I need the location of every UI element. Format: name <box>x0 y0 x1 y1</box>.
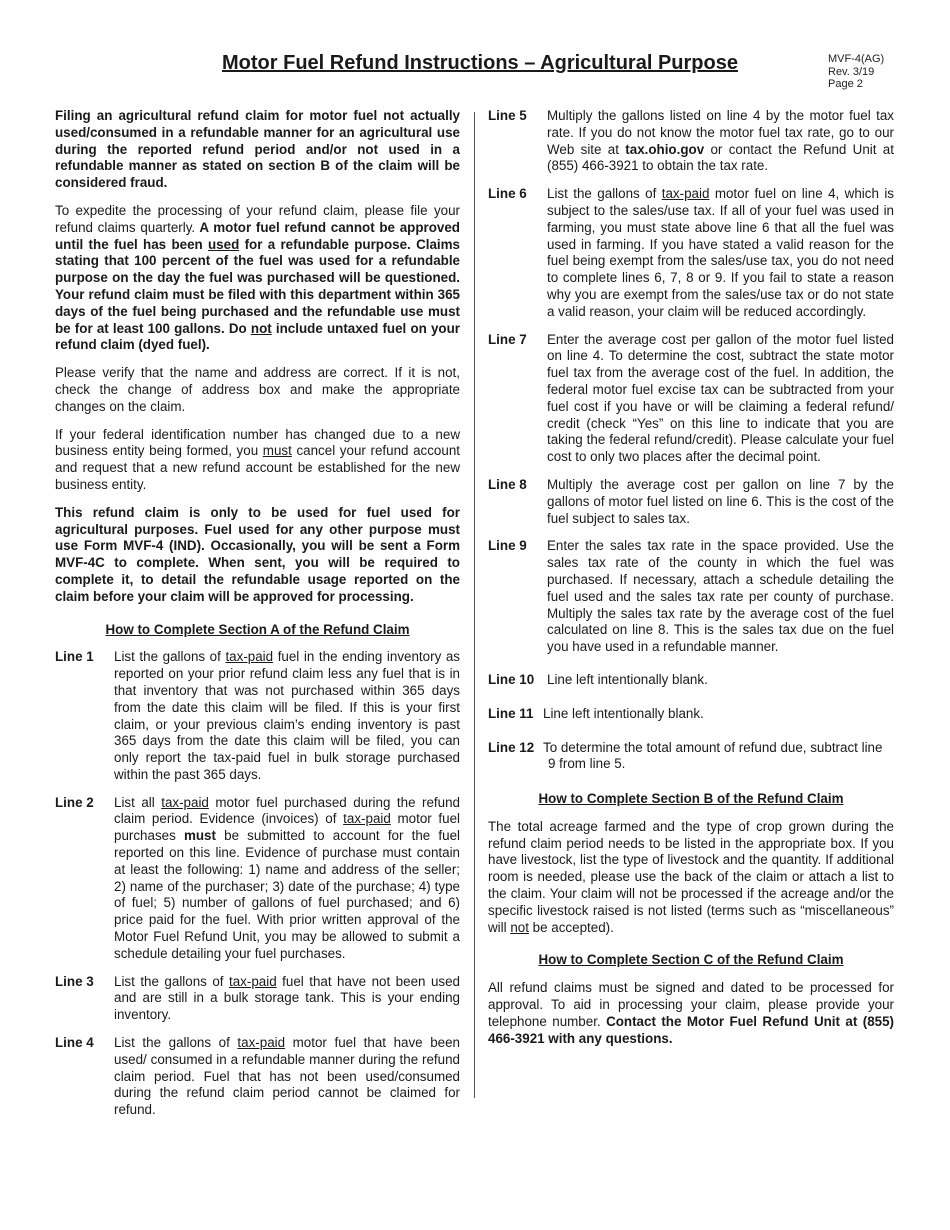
line-9-text: Enter the sales tax rate in the space provided. Use the sales tax rate of the county in which the fuel was purchased. If necessary, attach a schedule detailing the fuel used and the sales tax rate per county of purchase. Multiply the sales tax rate by the average cost of the fuel calculated on line 8. This is the sales tax due on the fuel you have used in a refundable manner. <box>547 538 894 655</box>
line-1-instruction <box>55 649 460 783</box>
line-10-instruction <box>488 672 894 689</box>
line-7-text: Enter the average cost per gallon of the motor fuel listed on line 4. To determine the cost, subtract the state motor fuel tax from the average cost of the fuel. In addition, the federal motor fuel excise tax can be subtracted from your fuel cost if you have or will be claiming a federal refund/ credit (check “Yes” on this line to indicate that you are taking the federal refund/credit). Please calculate your fuel cost to only two places after the decimal point. <box>547 331 894 465</box>
line-11-text: Line left intentionally blank. <box>543 705 704 721</box>
line-5-label: Line 5 <box>488 108 527 123</box>
line-12-text: To determine the total amount of refund due, subtract line 9 from line 5. <box>543 739 883 772</box>
section-c-text: All refund claims must be signed and dated to be processed for approval. To aid in processing your claim, please provide your telephone number. Contact the Motor Fuel Refund Unit at (855) 466-3921 with any questions. <box>488 980 894 1046</box>
line-12-label: Line 12 <box>488 739 535 755</box>
page-number: Page 2 <box>828 78 863 90</box>
column-divider <box>474 112 475 1098</box>
line-4-label: Line 4 <box>55 1035 94 1051</box>
federal-id-paragraph: If your federal identification number has changed due to a new business entity being formed, you must cancel your refund account and request that a new refund account be established for the new business entity. <box>55 426 460 492</box>
form-number: MVF-4(AG) <box>828 53 885 65</box>
line-1-label: Line 1 <box>55 649 94 665</box>
line-11-label: Line 11 <box>488 705 534 721</box>
expedite-paragraph: To expedite the processing of your refund claim, please file your refund claims quarterly. A motor fuel refund cannot be approved until the fuel has been used for a refundable purpose. Claims stating that 100 percent of the fuel was used for a refundable purpose on the day the fuel was purchased will be questioned. Your refund claim must be filed with this department within 365 days of the fuel being purchased and the refundable use must be for at least 100 gallons. Do not include untaxed fuel on your refund claim (dyed fuel). <box>55 202 460 353</box>
line-9-instruction <box>488 538 894 656</box>
verify-address-paragraph: Please verify that the name and address are correct. If it is not, check the change of address box and make the appropriate changes on the claim. <box>55 365 460 414</box>
fraud-warning: Filing an agricultural refund claim for motor fuel not actually used/consumed in a refundable manner for an agricultural use during the reported refund period and/or not used in a refundable manner as stated on section B of the claim will be considered fraud. <box>55 108 460 191</box>
line-2-instruction <box>55 795 460 963</box>
line-3-label: Line 3 <box>55 973 94 989</box>
line-10-text: Line left intentionally blank. <box>547 671 708 687</box>
section-b-text: The total acreage farmed and the type of crop grown during the refund claim period needs to be listed in the appropriate box. If you have livestock, list the type of livestock and the quantity. If additional room is needed, please use the back of the claim or attach a list to the claim. Your claim will not be processed if the acreage and/or the specific livestock raised is not listed (terms such as “miscellaneous” will not be accepted). <box>488 818 894 935</box>
line-8-label: Line 8 <box>488 476 527 492</box>
form-revision: Rev. 3/19 <box>828 65 875 78</box>
section-a-heading: How to Complete Section A of the Refund Claim <box>105 621 410 637</box>
agricultural-use-paragraph: This refund claim is only to be used for fuel used for agricultural purposes. Fuel used for any other purpose must use Form MVF-4 (IND). Occasionally, you will be sent a Form MVF-4C to complete. When sent, you will be required to complete it, to detail the refundable usage reported on the claim before your claim will be approved for processing. <box>55 504 460 604</box>
form-code <box>828 53 884 91</box>
line-4-instruction <box>55 1035 460 1119</box>
line-7-instruction <box>488 332 894 466</box>
line-5-instruction <box>488 108 894 175</box>
line-11-instruction <box>488 706 894 723</box>
line-1-text: List the gallons of tax-paid fuel in the ending inventory as reported on your prior refund claim less any fuel that is in that inventory that was not purchased within 365 days from the date this claim will be filed. If this is your first claim, or your previous claim’s ending inventory is past 365 days from the date this claim will be filed, you can only report the tax-paid fuel in bulk storage purchased within the past 365 days. <box>114 649 460 782</box>
line-6-label: Line 6 <box>488 186 527 202</box>
line-10-label: Line 10 <box>488 671 535 687</box>
line-7-label: Line 7 <box>488 331 527 347</box>
line-6-instruction <box>488 186 894 320</box>
line-3-instruction <box>55 974 460 1024</box>
section-b-heading: How to Complete Section B of the Refund Claim <box>538 791 844 807</box>
line-9-label: Line 9 <box>488 538 527 554</box>
line-8-text: Multiply the average cost per gallon on line 7 by the gallons of motor fuel listed on line 6. This is the cost of the fuel subject to sales tax. <box>547 476 894 526</box>
line-12-instruction <box>488 740 894 774</box>
line-5-text: Multiply the gallons listed on line 4 by the motor fuel tax rate. If you do not know the motor fuel tax rate, go to our Web site at tax.ohio.gov or contact the Refund Unit at (855) 466-3921 to obtain the tax rate. <box>547 108 894 174</box>
website-link[interactable]: tax.ohio.gov <box>625 141 705 157</box>
section-c-heading: How to Complete Section C of the Refund Claim <box>538 952 844 968</box>
page-title: Motor Fuel Refund Instructions – Agricultural Purpose <box>222 52 738 74</box>
right-column <box>488 108 894 1058</box>
line-6-text: List the gallons of tax-paid motor fuel on line 4, which is subject to the sales/use tax. If all of your fuel was used in farming, you must state above line 6 that all the fuel was used in farming. If you have stated a valid reason for the fuel being exempt from the sales/use tax, you do not need to complete lines 6, 7, 8 or 9. If you fail to state a reason why you are exempt from the sales/use tax or do not state a valid reason, your claim will be reduced accordingly. <box>547 186 894 319</box>
line-4-text: List the gallons of tax-paid motor fuel that have been used/ consumed in a refundable manner during the refund claim period. Fuel that has not been used/consumed during the refund claim period cannot be claimed for refund. <box>114 1035 460 1118</box>
left-column <box>55 108 460 1130</box>
line-3-text: List the gallons of tax-paid fuel that have not been used and are still in a bulk storage tank. This is your ending inventory. <box>114 973 460 1023</box>
line-2-text: List all tax-paid motor fuel purchased during the refund claim period. Evidence (invoices) of tax-paid motor fuel purchases must be submitted to account for the fuel reported on this line. Evidence of purchase must contain at least the following: 1) name and address of the seller; 2) name of the purchaser; 3) date of the purchase; 4) type of fuel; 5) number of gallons of fuel purchased; and 6) price paid for the fuel. With prior written approval of the Motor Fuel Refund Unit, you may be allowed to submit a schedule detailing your fuel purchases. <box>114 794 461 961</box>
line-2-label: Line 2 <box>55 794 94 810</box>
line-8-instruction <box>488 477 894 527</box>
